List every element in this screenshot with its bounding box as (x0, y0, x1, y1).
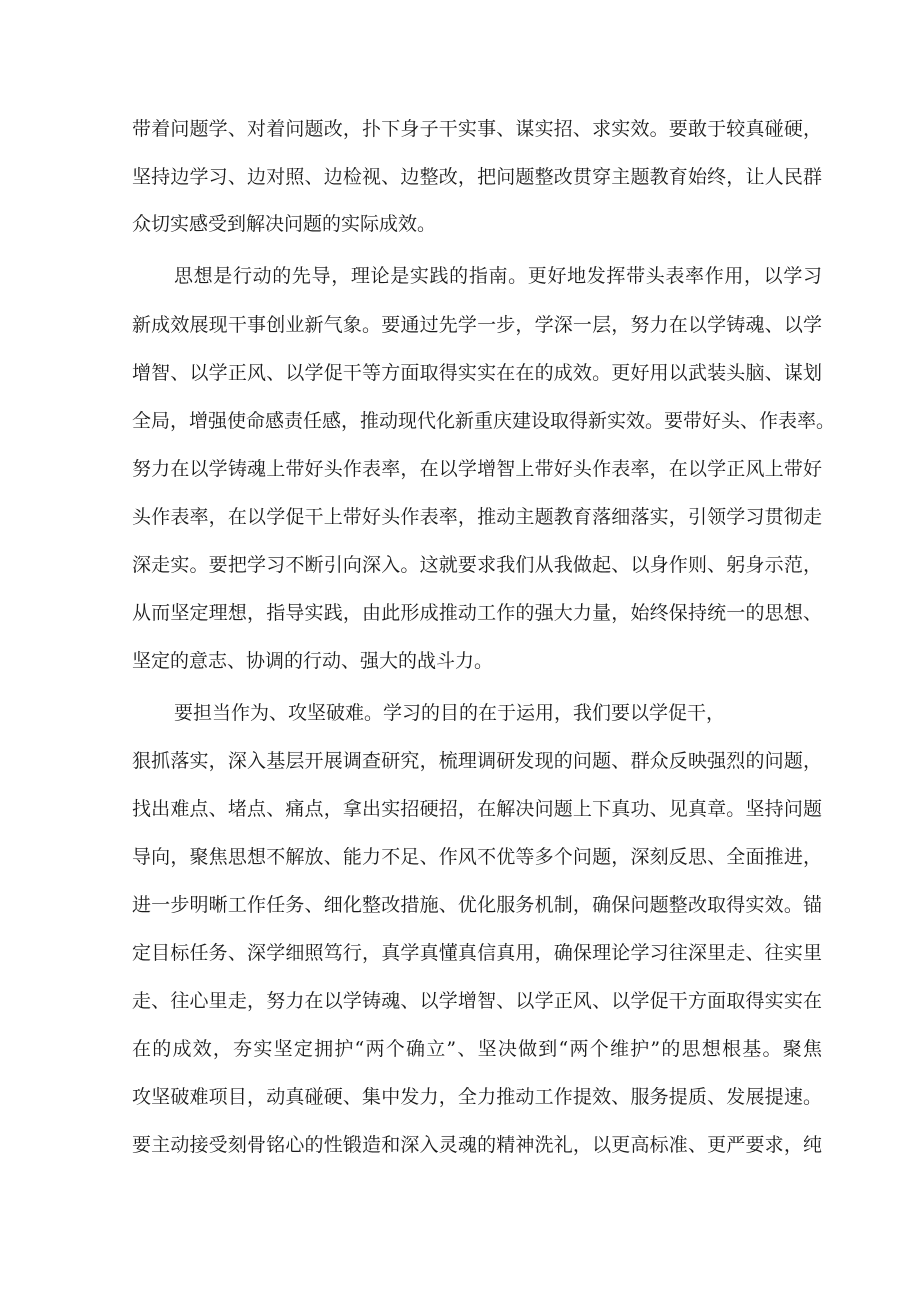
text-line: 走、往心里走，努力在以学铸魂、以学增智、以学正风、以学促干方面取得实实在 (132, 990, 822, 1012)
text-line: 新成效展现干事创业新气象。要通过先学一步，学深一层，努力在以学铸魂、以学 (132, 314, 822, 336)
text-line: 增智、以学正风、以学促干等方面取得实实在在的成效。更好用以武装头脑、谋划 (132, 362, 822, 384)
text-line: 坚定的意志、协调的行动、强大的战斗力。 (132, 650, 494, 672)
text-line: 坚持边学习、边对照、边检视、边整改，把问题整改贯穿主题教育始终，让人民群 (132, 166, 822, 188)
text-line: 定目标任务、深学细照笃行，真学真懂真信真用，确保理论学习往深里走、往实里 (132, 942, 822, 964)
text-line: 在的成效，夯实坚定拥护“两个确立”、坚决做到“两个维护”的思想根基。聚焦 (132, 1038, 822, 1060)
text-line: 众切实感受到解决问题的实际成效。 (132, 213, 437, 235)
text-line: 进一步明晰工作任务、细化整改措施、优化服务机制，确保问题整改取得实效。锚 (132, 894, 822, 916)
text-line: 找出难点、堵点、痛点，拿出实招硬招，在解决问题上下真功、见真章。坚持问题 (132, 798, 822, 820)
text-line: 攻坚破难项目，动真碰硬、集中发力，全力推动工作提效、服务提质、发展提速。 (132, 1086, 822, 1108)
text-line: 从而坚定理想，指导实践，由此形成推动工作的强大力量，始终保持统一的思想、 (132, 602, 822, 624)
text-line: 导向，聚焦思想不解放、能力不足、作风不优等多个问题，深刻反思、全面推进， (132, 846, 822, 868)
text-line: 要担当作为、攻坚破难。学习的目的在于运用，我们要以学促干， (174, 702, 726, 724)
text-line: 深走实。要把学习不断引向深入。这就要求我们从我做起、以身作则、躬身示范， (132, 554, 822, 576)
text-line: 带着问题学、对着问题改，扑下身子干实事、谋实招、求实效。要敢于较真碰硬， (132, 118, 822, 140)
text-line: 全局，增强使命感责任感，推动现代化新重庆建设取得新实效。要带好头、作表率。 (132, 410, 836, 432)
text-line: 努力在以学铸魂上带好头作表率，在以学增智上带好头作表率，在以学正风上带好 (132, 458, 822, 480)
text-line: 要主动接受刻骨铭心的性锻造和深入灵魂的精神洗礼，以更高标准、更严要求，纯 (132, 1134, 822, 1156)
text-line: 思想是行动的先导，理论是实践的指南。更好地发挥带头表率作用，以学习 (174, 265, 822, 287)
text-line: 狠抓落实，深入基层开展调查研究，梳理调研发现的问题、群众反映强烈的问题， (132, 750, 822, 772)
text-line: 头作表率，在以学促干上带好头作表率，推动主题教育落细落实，引领学习贯彻走 (132, 506, 822, 528)
